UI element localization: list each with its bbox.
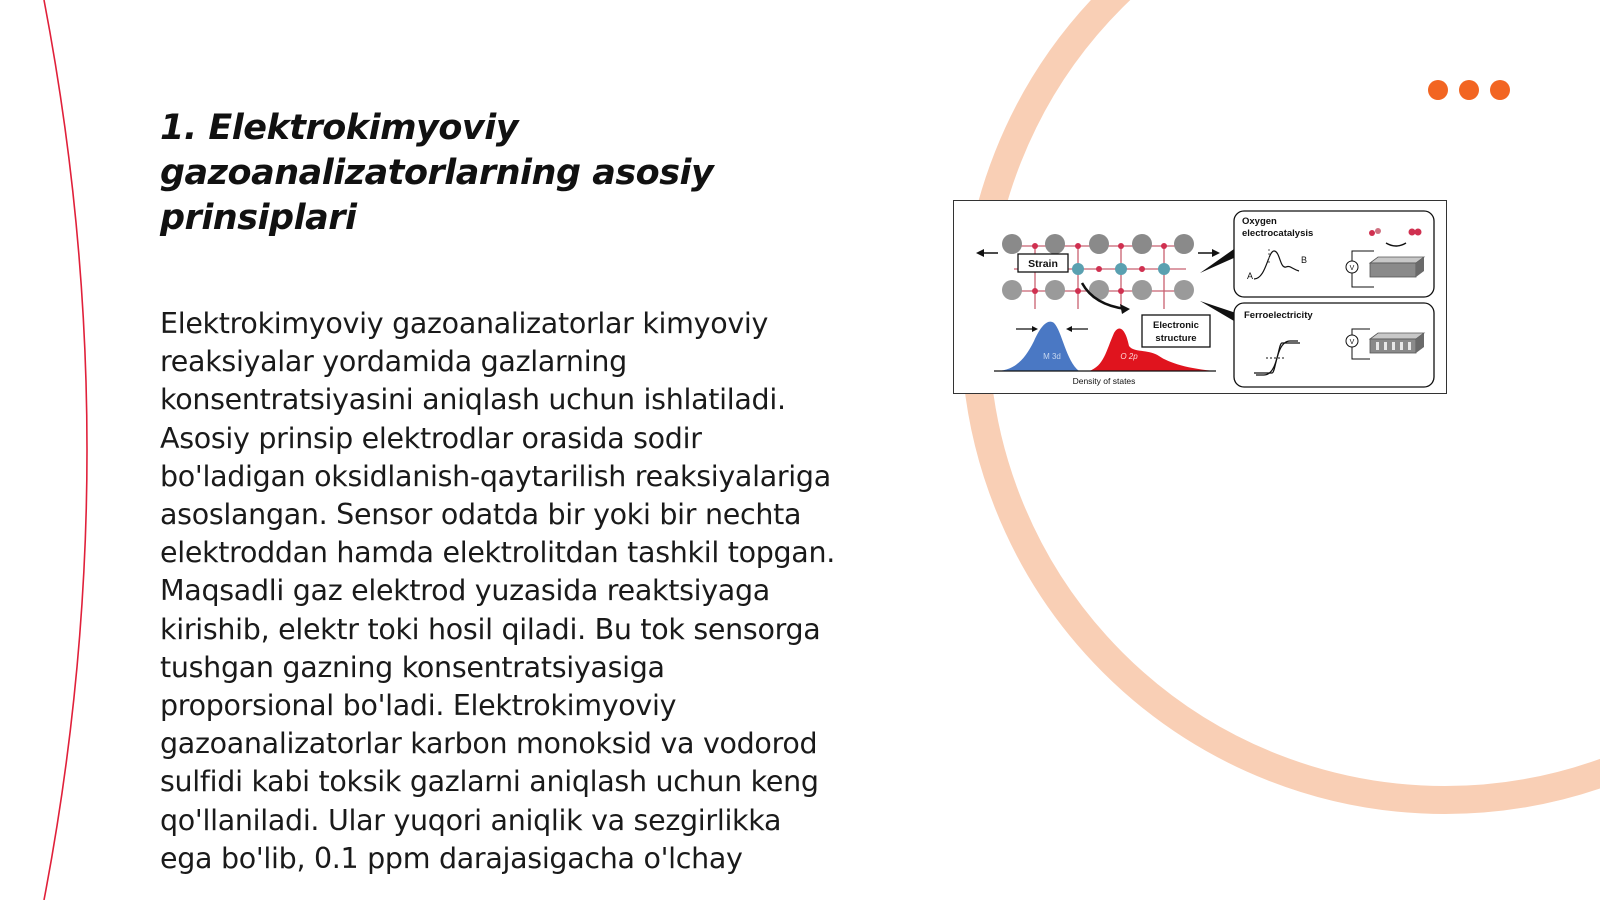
dos-blue-label: M 3d: [1043, 352, 1061, 361]
left-accent-line: [44, 0, 87, 900]
ferro-volt-symbol: V: [1349, 339, 1355, 346]
ferro-block-top: [1370, 333, 1424, 339]
dot-1: [1428, 80, 1448, 100]
label-a: A: [1247, 271, 1254, 281]
electronic-line-1: Electronic: [1153, 320, 1199, 331]
oxygen-block-front: [1370, 263, 1416, 277]
electronic-line-2: structure: [1155, 333, 1197, 344]
label-b: B: [1301, 255, 1308, 265]
dot-3: [1490, 80, 1510, 100]
strain-label: Strain: [1028, 258, 1058, 270]
oxygen-line-2: electrocatalysis: [1242, 228, 1314, 239]
slide-body-text: Elektrokimyoviy gazoanalizatorlar kimyoviy reaksiyalar yordamida gazlarning konsentratsiyasini aniqlash uchun ishlatiladi. Asosiy prinsip elektrodlar orasida sodir bo'ladigan oksidlanish-qaytarilish reaksiyalariga asoslangan. Sensor odatda bir yoki bir nechta elektroddan hamda elektrolitdan tashkil topgan. Maqsadli gaz elektrod yuzasida reaktsiyaga kirishib, elektr toki hosil qiladi. Bu tok sensorga tushgan gazning konsentratsiyasiga proporsional bo'ladi. Elektrokimyoviy gazoanalizatorlar karbon monoksid va vodorod sulfidi kabi toksik gazlarni aniqlash uchun keng qo'llaniladi. Ular yuqori aniqlik va sezgirlikka ega bo'lib, 0.1 ppm darajasigacha o'lchay: [160, 307, 835, 875]
oxygen-molecule-1: [1369, 230, 1375, 236]
oxygen-block-top: [1370, 257, 1424, 263]
oxygen-molecule-2: [1375, 228, 1381, 234]
density-label: Density of states: [1072, 376, 1136, 386]
dot-2: [1459, 80, 1479, 100]
ferro-label: Ferroelectricity: [1244, 310, 1313, 321]
curved-arrow-head: [1120, 304, 1130, 314]
oxygen-molecule-3: [1409, 229, 1416, 236]
dos-left-arrow-head: [1032, 326, 1038, 332]
figure-svg: [954, 201, 1448, 395]
dos-red-label: O 2p: [1120, 352, 1138, 361]
dos-right-arrow-head: [1066, 326, 1072, 332]
slide-title: 1. Elektrokimyoviy gazoanalizatorlarning asosiy prinsiplari: [160, 108, 714, 238]
decorative-arc: [975, 0, 1600, 800]
oxygen-line-1: Oxygen: [1242, 216, 1277, 227]
figure-diagram: [953, 200, 1447, 394]
menu-dots[interactable]: [1428, 80, 1510, 100]
oxygen-volt-symbol: V: [1349, 265, 1355, 272]
oxygen-molecule-4: [1415, 229, 1422, 236]
